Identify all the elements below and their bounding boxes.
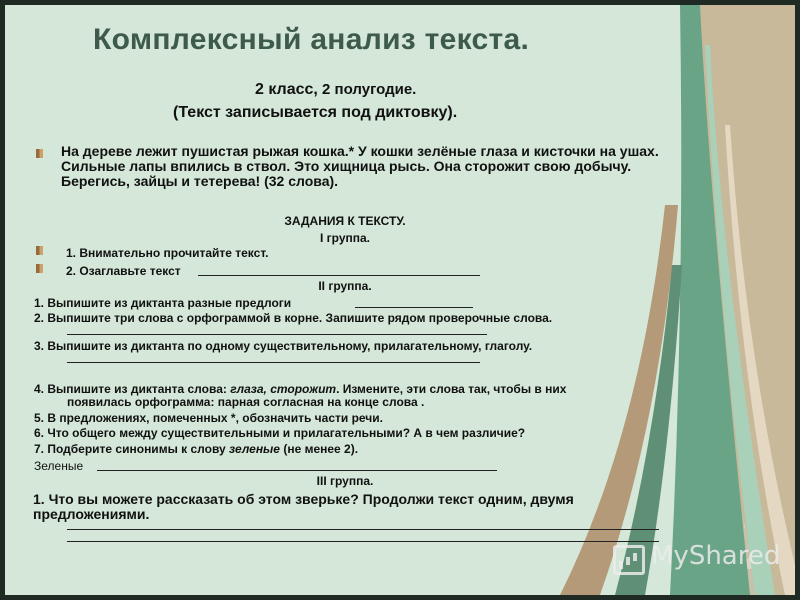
g2-task-3: 3. Выпишите из диктанта по одному существительному, прилагательному, глаголу. [34,339,533,353]
g2-task-2: 2. Выпишите три слова с орфограммой в корне. Запишите рядом проверочные слова. [34,311,553,325]
g2-task-7-start: 7. Подберите синонимы к слову [34,442,230,456]
group-1-heading: I группа. [319,231,370,245]
tasks-heading: ЗАДАНИЯ К ТЕКСТУ. [284,214,406,228]
group-2-heading: II группа. [318,279,372,293]
group-3-heading: III группа. [316,474,374,488]
slide [5,5,795,595]
g1-task-2: 2. Озаглавьте текст [66,264,181,278]
g2-task-5: 5. В предложениях, помеченных *, обозначить части речи. [34,411,383,425]
watermark-text: MyShared [651,541,781,571]
answer-line [67,541,659,542]
dictation-text: На дереве лежит пушистая рыжая кошка.* У кошки зелёные глаза и кисточки на ушах. Сильные лапы впились в ствол. Это хищница рысь. Она сторожит свою добычу. Берегись, зайцы и тетерева! (32 слова). [61,143,659,189]
g2-task-7 [34,442,358,456]
semester-label: 2 полугодие. [322,81,417,98]
g2-task-4 [34,382,566,396]
answer-line [355,307,473,308]
chart-icon [613,545,645,575]
g2-task-4-line2: появилась орфограмма: парная согласная на конце слова . [67,395,425,409]
g2-task-1: 1. Выпишите из диктанта разные предлоги [34,296,292,310]
answer-line [67,334,487,335]
class-label: 2 класс, [255,81,318,98]
bullet-icon [36,264,43,273]
dictation-note: (Текст записывается под диктовку). [173,104,458,121]
watermark-logo [613,541,781,575]
page-title: Комплексный анализ текста. [93,23,530,56]
answer-line [198,275,480,276]
bullet-icon [36,246,43,255]
answer-line [67,362,480,363]
g2-task-7-word: зеленые [229,442,280,456]
g2-task-4-start: 4. Выпишите из диктанта слова: [34,382,231,396]
g1-task-1: 1. Внимательно прочитайте текст. [66,246,269,260]
g2-task-7-end: (не менее 2). [279,442,359,456]
g3-task-1: 1. Что вы можете рассказать об этом зверьке? Продолжи текст одним, двумя предложениями. [33,491,574,522]
answer-line [97,470,497,471]
g2-task-6: 6. Что общего между существительными и прилагательными? А в чем различие? [34,426,526,440]
bullet-icon [36,149,43,158]
g2-task-4-words: глаза, сторожит [230,382,337,396]
synonym-label: Зеленые [34,459,84,473]
subtitle [255,81,416,99]
answer-line [67,529,659,530]
g2-task-4-end: . Измените, эти слова так, чтобы в них [336,382,567,396]
